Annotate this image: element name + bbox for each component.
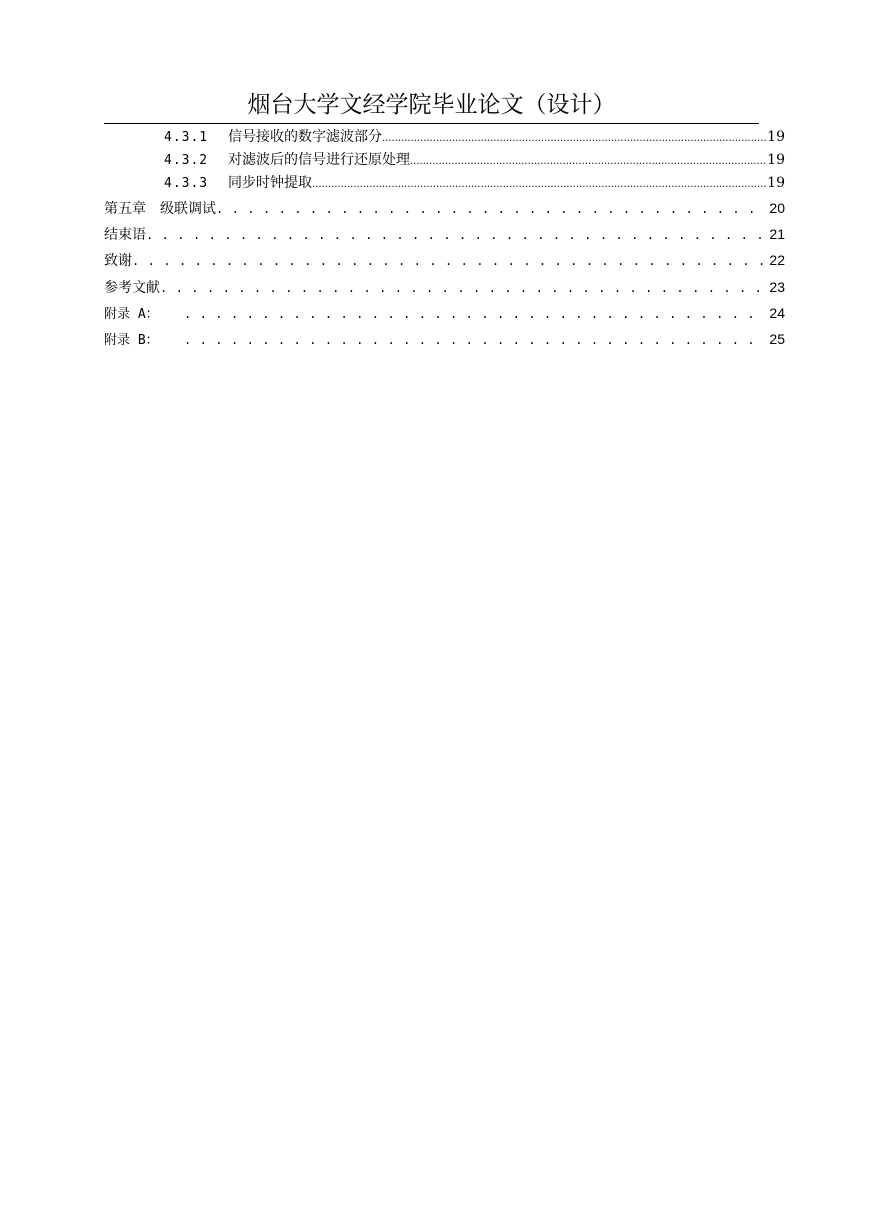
header-divider — [104, 123, 759, 124]
toc-entry-4-3-2[interactable] — [164, 149, 785, 169]
toc-entry-title: 附录 B： — [104, 333, 159, 348]
toc-leader-dots — [160, 280, 763, 296]
toc-entry-4-3-3[interactable] — [164, 172, 785, 192]
toc-entry-appendix-b[interactable] — [104, 329, 785, 348]
toc-entry-page: 19 — [767, 152, 785, 168]
toc-entry-title: 对滤波后的信号进行还原处理 — [228, 152, 410, 168]
toc-leader-dots — [382, 129, 767, 145]
toc-leader-dots — [410, 152, 767, 168]
toc-leader-dots — [146, 227, 763, 243]
toc-entry-page: 22 — [769, 252, 785, 268]
toc-entry-title: 信号接收的数字滤波部分 — [228, 129, 382, 145]
toc-entry-appendix-a[interactable] — [104, 303, 785, 322]
toc-entry-title: 结束语 — [104, 227, 146, 243]
toc-leader-dots — [184, 306, 763, 322]
toc-entry-page: 19 — [767, 175, 785, 191]
page-header-title: 烟台大学文经学院毕业论文（设计） — [247, 92, 616, 118]
toc-entry-title: 第五章 级联调试 — [104, 201, 216, 217]
toc-entry-page: 19 — [767, 129, 785, 145]
toc-entry-page: 20 — [769, 200, 785, 216]
toc-entry-number: 4.3.2 — [164, 153, 209, 168]
toc-leader-dots — [312, 175, 767, 191]
toc-entry-title: 附录 A： — [104, 307, 159, 322]
toc-entry-page: 21 — [769, 226, 785, 242]
toc-leader-dots — [132, 253, 763, 269]
toc-entry-chapter-5[interactable] — [104, 198, 785, 218]
toc-entry-number: 4.3.1 — [164, 130, 209, 145]
toc-entry-page: 24 — [769, 305, 785, 321]
toc-entry-title: 致谢 — [104, 253, 132, 269]
toc-entry-title: 同步时钟提取 — [228, 175, 312, 191]
toc-entry-page: 25 — [769, 331, 785, 347]
toc-entry-number: 4.3.3 — [164, 176, 209, 191]
toc-entry-acknowledgements[interactable] — [104, 250, 785, 270]
toc-leader-dots — [184, 332, 763, 348]
toc-leader-dots — [216, 201, 763, 217]
toc-entry-references[interactable] — [104, 277, 785, 297]
toc-entry-title: 参考文献 — [104, 280, 160, 296]
toc-entry-conclusion[interactable] — [104, 224, 785, 244]
toc-entry-page: 23 — [769, 279, 785, 295]
toc-entry-4-3-1[interactable] — [164, 126, 785, 146]
